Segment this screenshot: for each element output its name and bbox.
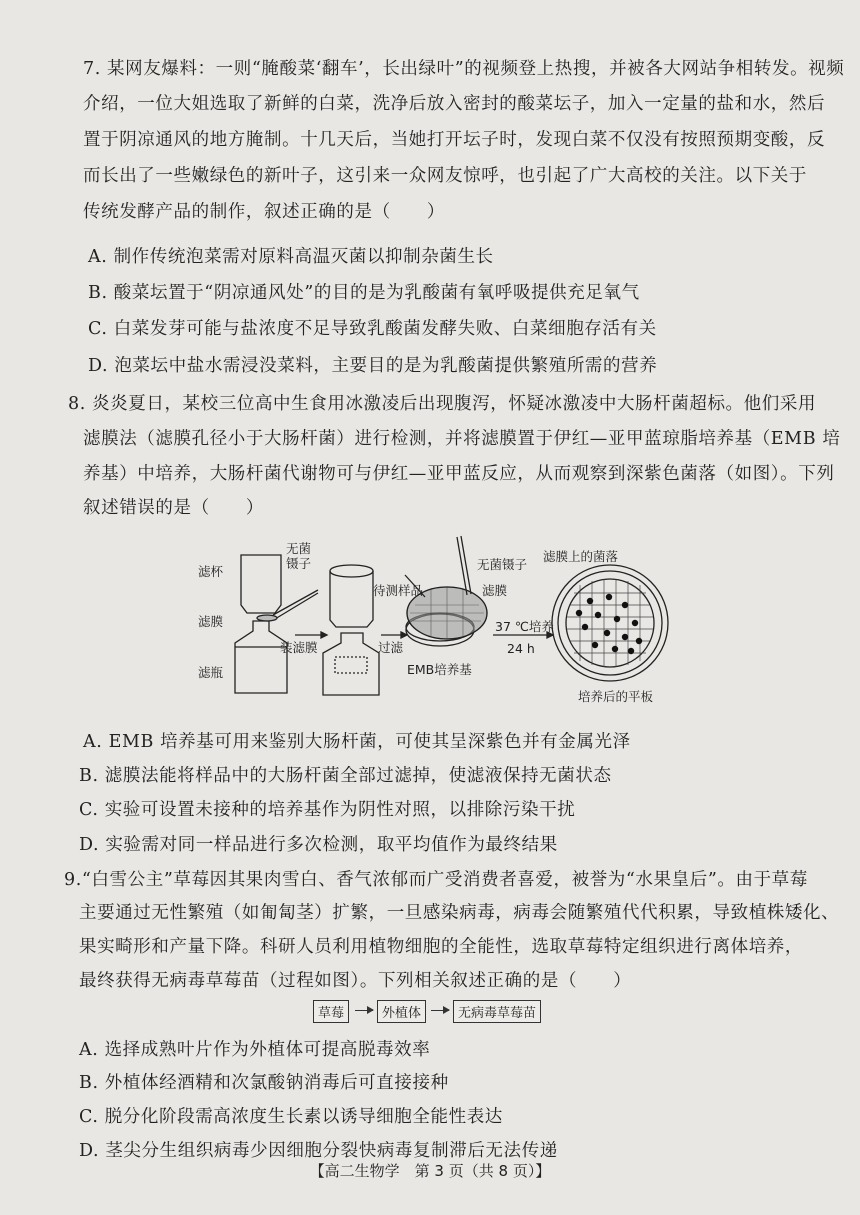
label-colonies: 滤膜上的菌落 <box>543 549 619 564</box>
q8-stem-line-2: 滤膜法（滤膜孔径小于大肠杆菌）进行检测，并将滤膜置于伊红—亚甲蓝琼脂培养基（EMB 培 <box>83 429 841 449</box>
flow-arrow-1 <box>355 1010 373 1011</box>
membrane-disc-1 <box>257 615 277 621</box>
q7-option-b: B. 酸菜坛置于“阴凉通风处”的目的是为乳酸菌有氧呼吸提供充足氧气 <box>88 283 640 303</box>
q8-stem-line-4: 叙述错误的是（ ） <box>83 498 264 518</box>
label-membrane-1: 滤膜 <box>198 614 224 629</box>
label-sterile-2: 镊子 <box>286 556 312 571</box>
filter-flask-1 <box>235 621 287 693</box>
flow-box-strawberry: 草莓 <box>313 1000 349 1023</box>
q7-option-c: C. 白菜发芽可能与盐浓度不足导致乳酸菌发酵失败、白菜细胞存活有关 <box>88 319 657 339</box>
q7-option-a: A. 制作传统泡菜需对原料高温灭菌以抑制杂菌生长 <box>88 247 494 267</box>
filter-flask-2 <box>323 633 379 695</box>
q7-option-d: D. 泡菜坛中盐水需浸没菜料，主要目的是为乳酸菌提供繁殖所需的营养 <box>88 356 658 376</box>
label-sample: 待测样品 <box>373 583 424 598</box>
q8-option-a: A. EMB 培养基可用来鉴别大肠杆菌，可使其呈深紫色并有金属光泽 <box>83 732 631 752</box>
page-footer: 【高二生物学 第 3 页（共 8 页）】 <box>309 1162 551 1180</box>
flow-arrow-2 <box>431 1010 449 1011</box>
label-culture-temp: 37 ℃培养 <box>495 619 554 634</box>
label-membrane-2: 滤膜 <box>482 583 508 598</box>
q9-option-c: C. 脱分化阶段需高浓度生长素以诱导细胞全能性表达 <box>79 1107 503 1127</box>
q7-stem-line-5: 传统发酵产品的制作，叙述正确的是（ ） <box>83 202 445 222</box>
q9-option-d: D. 茎尖分生组织病毒少因细胞分裂快病毒复制滞后无法传递 <box>79 1141 558 1161</box>
label-culture-time: 24 h <box>507 641 535 656</box>
q9-stem-line-2: 主要通过无性繁殖（如匍匐茎）扩繁，一旦感染病毒，病毒会随繁殖代代积累，导致植株矮化、 <box>79 903 840 923</box>
label-filter-flask: 滤瓶 <box>198 665 224 680</box>
label-emb-medium: EMB培养基 <box>407 662 472 677</box>
q7-stem-line-1: 7. 某网友爆料：一则“腌酸菜‘翻车’，长出绿叶”的视频登上热搜，并被各大网站争相转发。视频 <box>83 59 845 79</box>
filter-cup-2 <box>330 565 373 627</box>
q7-stem-line-2: 介绍，一位大姐选取了新鲜的白菜，洗净后放入密封的酸菜坛子，加入一定量的盐和水，然后 <box>83 94 826 114</box>
label-install-membrane: 装滤膜 <box>280 640 318 655</box>
flow-box-virus-free: 无病毒草莓苗 <box>453 1000 541 1023</box>
label-sterile-tweezers: 无菌镊子 <box>477 557 528 572</box>
label-filter: 过滤 <box>378 640 404 655</box>
q9-option-b: B. 外植体经酒精和次氯酸钠消毒后可直接接种 <box>79 1073 449 1093</box>
q9-stem-line-3: 果实畸形和产量下降。科研人员利用植物细胞的全能性，选取草莓特定组织进行离体培养， <box>79 937 803 957</box>
q8-option-d: D. 实验需对同一样品进行多次检测，取平均值作为最终结果 <box>79 835 558 855</box>
flow-box-explant: 外植体 <box>377 1000 426 1023</box>
result-plate <box>552 565 668 681</box>
q9-option-a: A. 选择成熟叶片作为外植体可提高脱毒效率 <box>79 1040 431 1060</box>
q7-stem-line-4: 而长出了一些嫩绿色的新叶子，这引来一众网友惊呼，也引起了广大高校的关注。以下关于 <box>83 166 807 186</box>
q9-stem-line-1: 9.“白雪公主”草莓因其果肉雪白、香气浓郁而广受消费者喜爱，被誉为“水果皇后”。由于草莓 <box>64 870 808 890</box>
q8-option-c: C. 实验可设置未接种的培养基作为阴性对照，以排除污染干扰 <box>79 800 576 820</box>
filter-cup-1 <box>241 555 281 613</box>
label-sterile-1: 无菌 <box>286 541 312 556</box>
q8-stem-line-3: 养基）中培养，大肠杆菌代谢物可与伊红—亚甲蓝反应，从而观察到深紫色菌落（如图）。下列 <box>83 464 835 484</box>
label-filter-cup: 滤杯 <box>198 564 224 579</box>
tweezers-1-icon <box>273 590 318 619</box>
q9-stem-line-4: 最终获得无病毒草莓苗（过程如图）。下列相关叙述正确的是（ ） <box>79 971 632 991</box>
q7-stem-line-3: 置于阴凉通风的地方腌制。十几天后，当她打开坛子时，发现白菜不仅没有按照预期变酸，反 <box>83 130 826 150</box>
q8-stem-line-1: 8. 炎炎夏日，某校三位高中生食用冰激凌后出现腹泻，怀疑冰激凌中大肠杆菌超标。他们采用 <box>68 394 817 414</box>
q8-option-b: B. 滤膜法能将样品中的大肠杆菌全部过滤掉，使滤液保持无菌状态 <box>79 766 612 786</box>
tweezers-2-icon <box>457 536 471 595</box>
membrane-filtration-figure <box>195 535 695 715</box>
label-plate-after: 培养后的平板 <box>578 689 654 704</box>
